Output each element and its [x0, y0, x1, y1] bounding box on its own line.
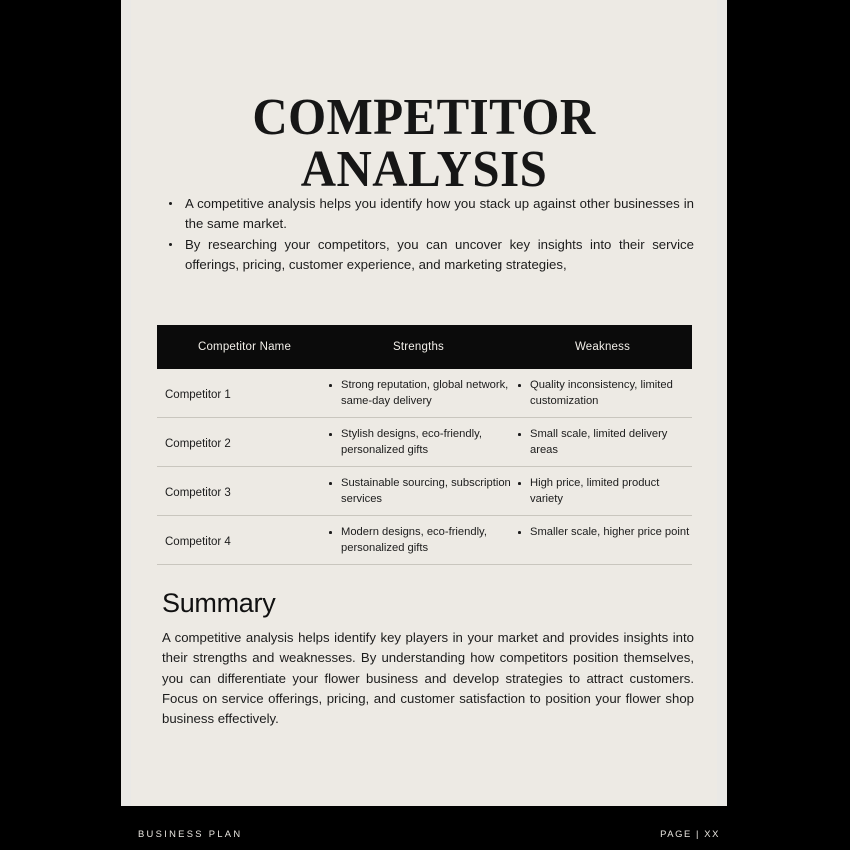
footer-page-number: PAGE | XX [660, 828, 720, 839]
cell-weakness [513, 525, 692, 541]
cell-strengths [324, 525, 513, 556]
table-header-row [157, 325, 692, 369]
bullet-dot-icon [329, 384, 332, 387]
bullet-dot-icon [518, 531, 521, 534]
intro-bullet-text: A competitive analysis helps you identify how you stack up against other businesses in the same market. [185, 196, 694, 231]
page-content [121, 0, 727, 806]
cell-weakness [513, 427, 692, 458]
footer-document-label: BUSINESS PLAN [138, 828, 243, 839]
cell-strengths-text: Sustainable sourcing, subscription services [341, 477, 511, 505]
cell-strengths-text: Strong reputation, global network, same-day delivery [341, 379, 509, 407]
bullet-dot-icon [329, 482, 332, 485]
table-header-weakness: Weakness [574, 341, 631, 353]
list-item [162, 194, 694, 234]
intro-bullet-list [162, 194, 694, 276]
cell-strengths-text: Modern designs, eco-friendly, personalized gifts [341, 526, 487, 554]
cell-strengths [324, 427, 513, 458]
cell-weakness-text: Smaller scale, higher price point [530, 526, 690, 538]
page-footer [0, 806, 850, 850]
cell-weakness-text: High price, limited product variety [530, 477, 660, 505]
bullet-dot-icon [329, 531, 332, 534]
table-row [157, 516, 692, 565]
cell-weakness [513, 476, 692, 507]
page-title: COMPETITOR ANALYSIS [252, 89, 596, 198]
bullet-dot-icon [329, 433, 332, 436]
list-item [162, 235, 694, 275]
table-header-competitor-name: Competitor Name [197, 341, 292, 353]
cell-competitor-name: Competitor 1 [165, 389, 231, 401]
bullet-dot-icon [518, 482, 521, 485]
table-header-strengths: Strengths [392, 341, 445, 353]
intro-bullet-text: By researching your competitors, you can uncover key insights into their service offerings, pricing, customer experience, and marketing strategies, [185, 237, 694, 272]
bullet-dot-icon [518, 384, 521, 387]
document-page [121, 0, 727, 806]
table-row [157, 369, 692, 418]
table-row [157, 418, 692, 467]
bullet-dot-icon [169, 202, 172, 205]
cell-strengths-text: Stylish designs, eco-friendly, personalized gifts [341, 428, 482, 456]
cell-competitor-name: Competitor 3 [165, 487, 231, 499]
intro-list [162, 194, 694, 275]
cell-competitor-name: Competitor 4 [165, 536, 231, 548]
cell-competitor-name: Competitor 2 [165, 438, 231, 450]
bullet-dot-icon [169, 243, 172, 246]
cell-strengths [324, 378, 513, 409]
cell-weakness-text: Small scale, limited delivery areas [530, 428, 668, 456]
cell-weakness [513, 378, 692, 409]
table-row [157, 467, 692, 516]
bullet-dot-icon [518, 433, 521, 436]
summary-heading: Summary [162, 588, 276, 618]
cell-weakness-text: Quality inconsistency, limited customization [530, 379, 673, 407]
summary-body-text: A competitive analysis helps identify key players in your market and provides insights into their strengths and weaknesses. By understanding how competitors position themselves, you can differentiate your flower business and develop strategies to attract customers. Focus on service offerings, pricing, and customer satisfaction to position your flower shop business effectively. [162, 630, 694, 727]
competitor-table [157, 325, 692, 565]
cell-strengths [324, 476, 513, 507]
